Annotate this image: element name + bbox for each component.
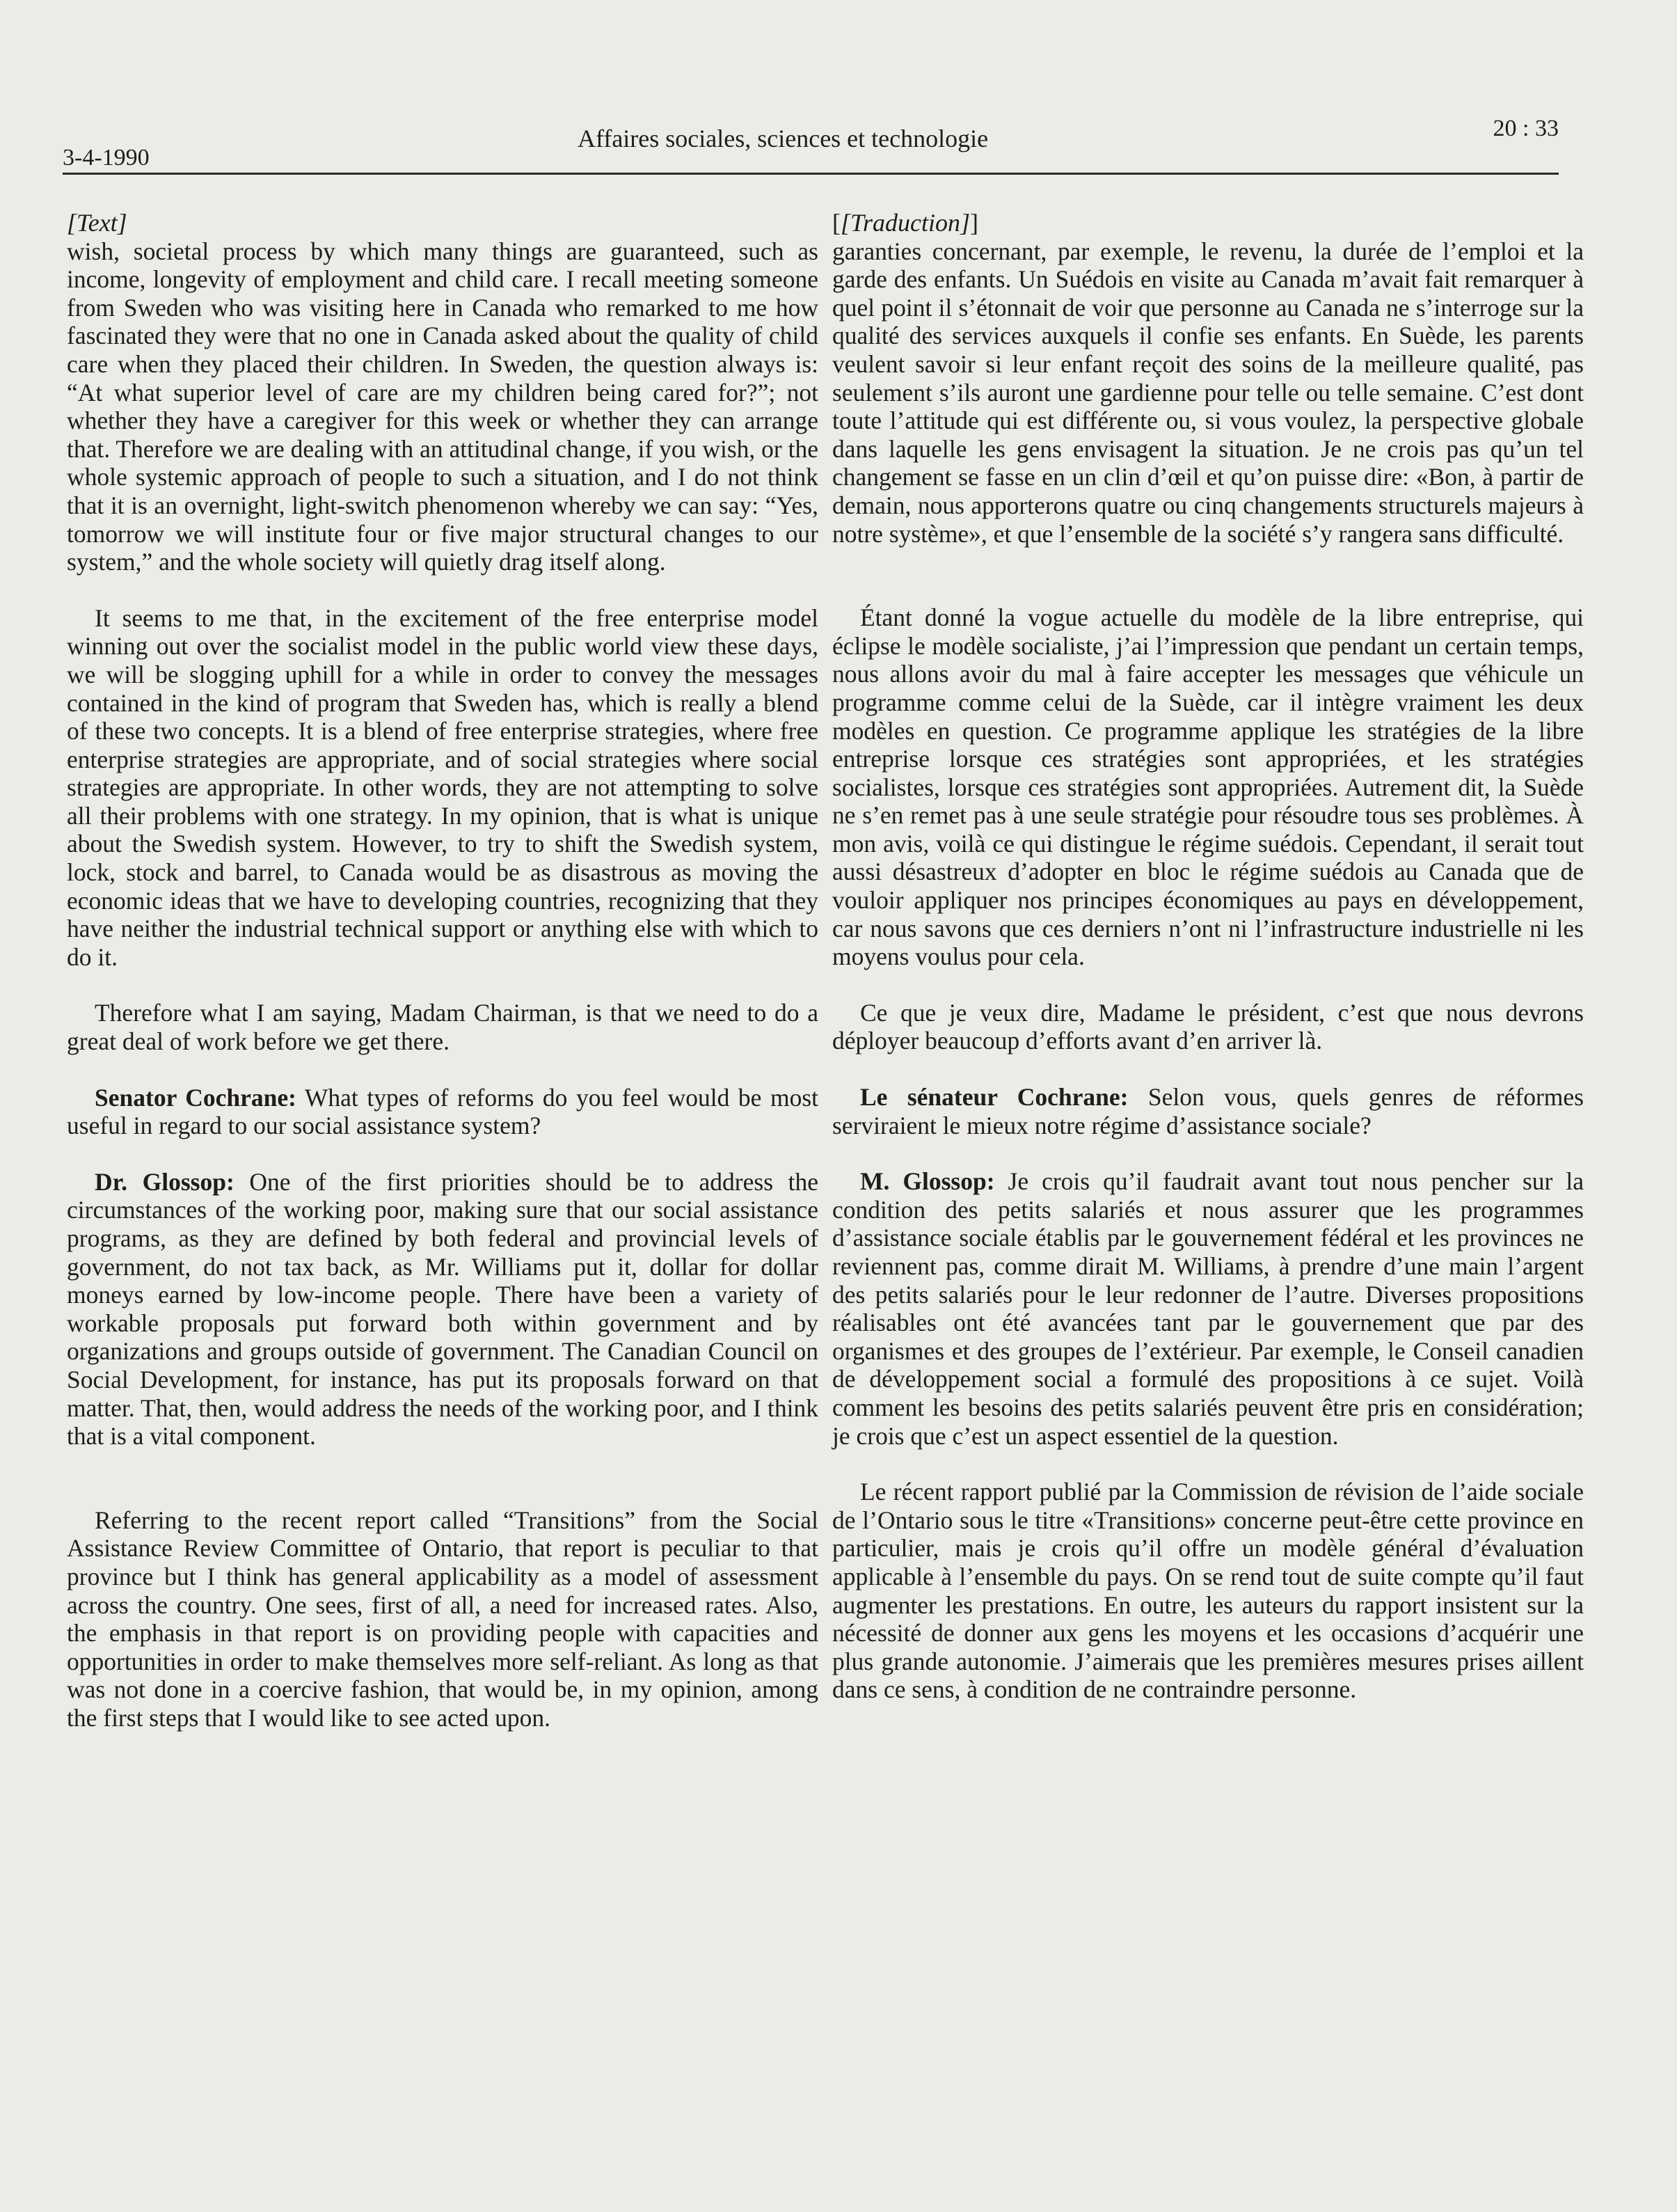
section-label-traduction: [[Traduction]]: [832, 209, 979, 237]
left-paragraph-2: It seems to me that, in the excitement of the free enterprise model winning out over the socialist model in the public world view these days, we will be slogging uphill for a while in order to convey the messages contained in the kind of program that Sweden has, which is really a blend of these two concepts. It is a blend of free enterprise strategies, where free enterprise strategies are appropriate, and of social strategies where social strategies are appropriate. In other words, they are not attempting to solve all their problems with one strategy. In my opinion, that is what is unique about the Swedish system. However, to try to shift the Swedish system, lock, stock and barrel, to Canada would be as disastrous as moving the economic ideas that we have to developing countries, recognizing that they have neither the industrial technical support or anything else with which to do it.: [67, 603, 818, 971]
right-paragraph-2: Étant donné la vogue actuelle du modèle de la libre entreprise, qui éclipse le modèle socialiste, j’ai l’impression que pendant un certain temps, nous allons avoir du mal à faire accepter les messages que véhicule un programme comme celui de la Suède, car il intègre vraiment les deux modèles en question. Ce programme applique les stratégies de la libre entreprise lorsque ces stratégies sont appropriées, et les stratégies socialistes, lorsque ces stratégies sont appropriées. Autrement dit, la Suède ne s’en remet pas à une seule stratégie pour résoudre tous ses problèmes. À mon avis, voilà ce qui distingue le régime suédois. Cependant, il serait tout aussi désastreux d’adopter en bloc le régime suédois au Canada que de vouloir appliquer nos principes économiques au pays en développement, car nous savons que ces derniers n’ont ni l’infrastructure industrielle ni les moyens voulus pour cela.: [832, 603, 1584, 971]
left-paragraph-5-text: One of the first priorities should be to address the circumstances of the working poor, making sure that our social assistance programs, as they are defined by both federal and provincial levels of government, do not tax back, as Mr. Williams put it, dollar for dollar moneys earned by low-income people. There have been a variety of workable proposals put forward both within government and by organizations and groups outside of government. The Canadian Council on Social Development, for instance, has put its proposals forward on that matter. That, then, would address the needs of the working poor, and I think that is a vital component.: [67, 1167, 818, 1451]
left-paragraph-1: wish, societal process by which many things are guaranteed, such as income, longevity of employment and child care. I recall meeting someone from Sweden who was visiting here in Canada who remarked to me how fascinated they were that no one in Canada asked about the quality of child care when they placed their children. In Sweden, the question always is: “At what superior level of care are my children being cared for?”; not whether they have a caregiver for this week or whether they can arrange that. Therefore we are dealing with an attitudinal change, if you wish, or the whole systemic approach of people to such a situation, and I do not think that it is an overnight, light-switch phenomenon whereby we can say: “Yes, tomorrow we will institute four or five major structural changes to our system,” and the whole society will quietly drag itself along.: [67, 237, 818, 576]
left-paragraph-5: [67, 1168, 818, 1451]
english-column: [67, 209, 818, 1732]
page-header: [63, 118, 1559, 174]
header-page-number: 20 : 33: [1493, 116, 1559, 141]
speaker-senator-cochrane: Senator Cochrane:: [95, 1083, 296, 1112]
speaker-le-senateur-cochrane: Le sénateur Cochrane:: [860, 1083, 1129, 1112]
header-title: Affaires sociales, sciences et technologie: [578, 125, 989, 152]
left-paragraph-3: Therefore what I am saying, Madam Chairman, is that we need to do a great deal of work before we get there.: [67, 999, 818, 1056]
right-paragraph-4-text: Selon vous, quels genres de réformes serviraient le mieux notre régime d’assistance sociale?: [832, 1083, 1584, 1139]
left-paragraph-4-text: What types of reforms do you feel would be most useful in regard to our social assistance system?: [67, 1083, 818, 1140]
right-paragraph-1: garanties concernant, par exemple, le revenu, la durée de l’emploi et la garde des enfants. Un Suédois en visite au Canada m’avait fait remarquer à quel point il s’étonnait de voir que personne au Canada ne s’interroge sur la qualité des services auxquels il confie ses enfants. En Suède, les parents veulent savoir si leur enfant reçoit des soins de la meilleure qualité, pas seulement s’ils auront une gardienne pour telle ou telle semaine. C’est dont toute l’attitude qui est différente ou, si vous voulez, la perspective globale dans laquelle les gens envisagent la situation. Je ne crois pas qu’un tel changement se fasse en un clin d’œil et qu’on puisse dire: «Bon, à partir de demain, nous apporterons quatre ou cinq changements structurels majeurs à notre système», et que l’ensemble de la société s’y rangera sans difficulté.: [832, 237, 1584, 548]
right-paragraph-3: Ce que je veux dire, Madame le président, c’est que nous devrons déployer beaucoup d’efforts avant d’en arriver là.: [832, 998, 1584, 1055]
right-paragraph-6: Le récent rapport publié par la Commission de révision de l’aide sociale de l’Ontario sous le titre «Transitions» concerne peut-être cette province en particulier, mais je crois qu’il offre un modèle général d’évaluation applicable à l’ensemble du pays. On se rend tout de suite compte qu’il faut augmenter les prestations. En outre, les auteurs du rapport insistent sur la nécessité de donner aux gens les moyens et les occasions d’acquérir une plus grande autonomie. J’aimerais que les premières mesures prises aillent dans ce sens, à condition de ne contraindre personne.: [832, 1478, 1584, 1704]
right-paragraph-4: [832, 1083, 1584, 1139]
section-label-traduction-text: [Traduction]: [841, 209, 971, 237]
section-label-text: [Text]: [67, 209, 127, 237]
speaker-dr-glossop: Dr. Glossop:: [95, 1167, 235, 1196]
french-column: [832, 209, 1584, 1704]
right-paragraph-5-text: Je crois qu’il faudrait avant tout nous pencher sur la condition des petits salariés et nous assurer que les programmes d’assistance sociale établis par le gouvernement fédéral et les provinces ne reviennent pas, comme dirait M. Williams, à prendre d’une main l’argent des petits salariés pour le leur redonner de l’autre. Diverses propositions réalisables ont été avancées tant par le gouvernement que par des organismes et des groupes de l’extérieur. Par exemple, le Conseil canadien de développement social a formulé des propositions à ce sujet. Voilà comment les besoins des petits salariés peuvent être pris en considération; je crois que c’est un aspect essentiel de la question.: [832, 1167, 1584, 1450]
left-paragraph-4: [67, 1084, 818, 1140]
left-paragraph-6: Referring to the recent report called “Transitions” from the Social Assistance Review Committee of Ontario, that report is peculiar to that province but I think has general applicability as a model of assessment across the country. One sees, first of all, a need for increased rates. Also, the emphasis in that report is on providing people with capacities and opportunities in order to make themselves more self-reliant. As long as that was not done in a coercive fashion, that would be, in my opinion, among the first steps that I would like to see acted upon.: [67, 1506, 818, 1732]
right-paragraph-5: [832, 1167, 1584, 1450]
speaker-m-glossop: M. Glossop:: [860, 1167, 995, 1196]
header-rule: [63, 173, 1559, 175]
header-date: 3-4-1990: [63, 145, 150, 171]
